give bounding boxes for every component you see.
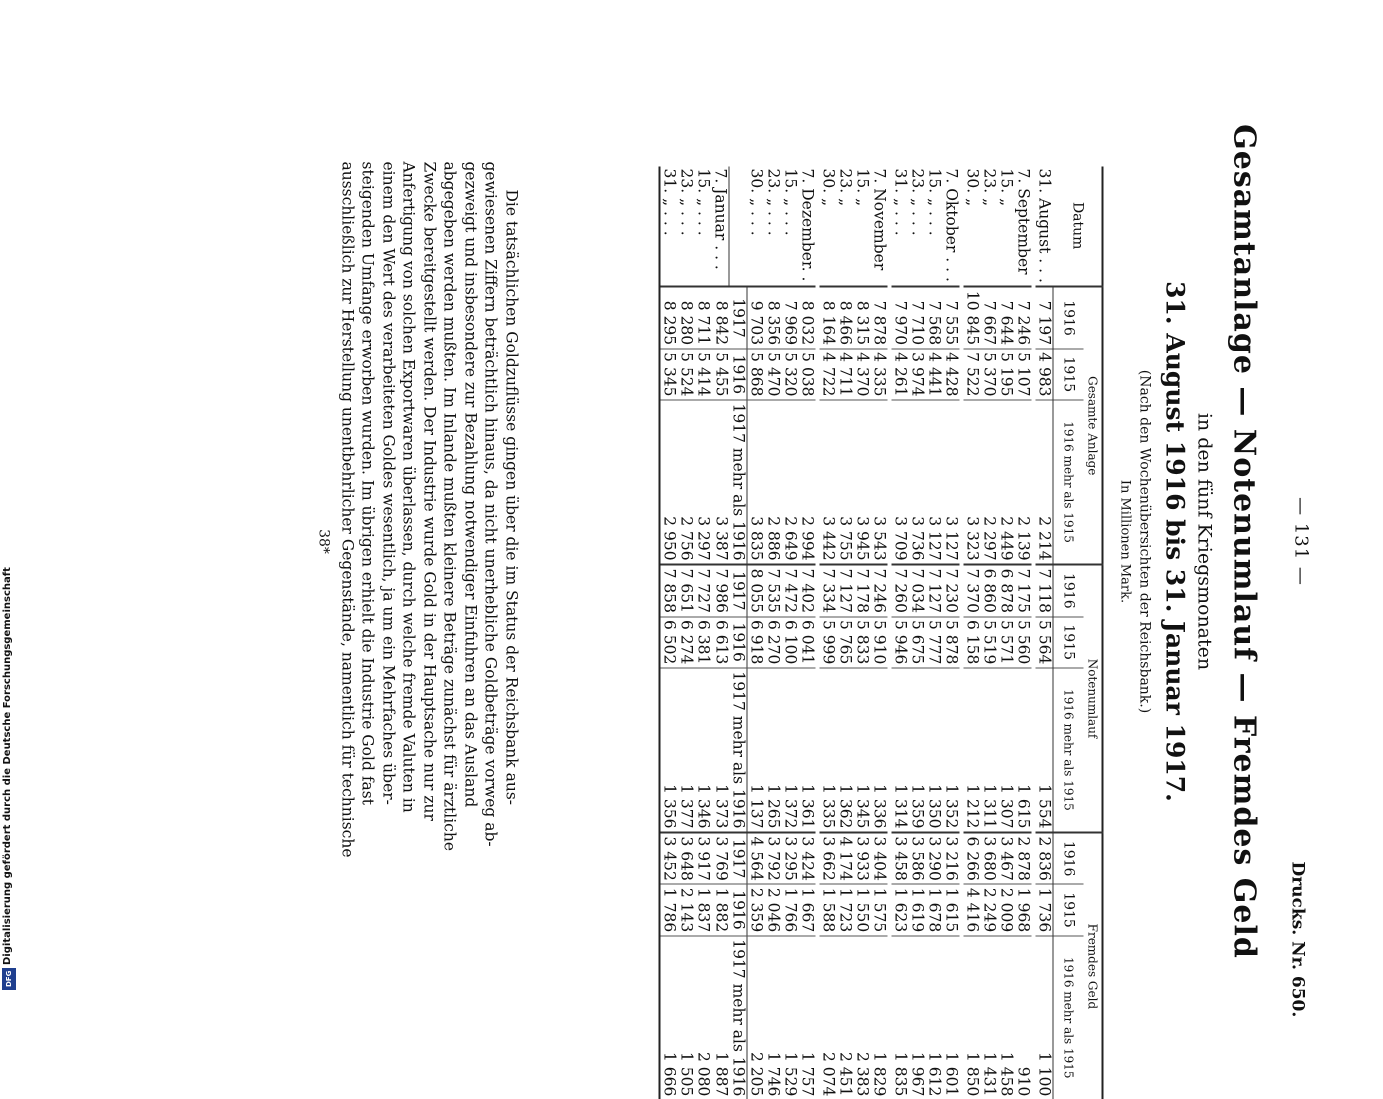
row-date: 31. „ . . .	[660, 167, 678, 287]
table-cell: 1 373	[712, 668, 730, 833]
table-subheader-1917	[730, 167, 748, 1099]
table-cell: 7 970	[892, 287, 909, 349]
table-cell: 8 842	[712, 287, 730, 349]
table-cell: 2 074	[820, 936, 837, 1099]
table-cell: 2 143	[678, 884, 695, 935]
table-cell: 3 404	[871, 832, 888, 884]
table-row	[981, 167, 998, 1099]
paragraph-line: Die tatsächlichen Goldzuflüsse gingen über die im Status der Reichsbank aus-	[501, 162, 522, 922]
table-cell: 5 564	[1036, 617, 1054, 668]
dfg-logo-icon: DFG	[2, 968, 16, 990]
table-cell: 7 667	[981, 287, 998, 349]
table-cell: 1 554	[1036, 668, 1054, 833]
table-cell: 5 571	[998, 617, 1015, 668]
table-row	[820, 167, 837, 1099]
table-cell: 8 295	[660, 287, 678, 349]
row-date: 23. „	[981, 167, 998, 287]
table-cell: 7 334	[820, 565, 837, 617]
table-row	[871, 167, 888, 1099]
table-cell: 5 560	[1015, 617, 1032, 668]
table-cell: 4 428	[943, 349, 960, 400]
table-cell: 5 470	[765, 349, 782, 400]
table-cell: 5 195	[998, 349, 1015, 400]
body-paragraph	[337, 162, 522, 922]
table-cell: 1 588	[820, 884, 837, 935]
table-cell: 1 352	[943, 668, 960, 833]
row-date: 23. „	[837, 167, 854, 287]
table-cell: 2 950	[660, 400, 678, 565]
table-row	[782, 167, 799, 1099]
table-cell: 6 613	[712, 617, 730, 668]
table-row	[747, 167, 765, 1099]
table-cell: 2 449	[998, 400, 1015, 565]
rotated-document-page	[0, 42, 1342, 1042]
table-cell: 7 127	[837, 565, 854, 617]
table-row	[837, 167, 854, 1099]
table-cell: 1 361	[799, 668, 816, 833]
table-cell: 1 736	[1036, 884, 1054, 935]
table-cell: 7 969	[782, 287, 799, 349]
source-note: (Nach den Wochenübersichten der Reichsbank.)	[1137, 42, 1153, 1042]
row-date: 15. „ . . .	[695, 167, 712, 287]
table-cell: 1 346	[695, 668, 712, 833]
table-cell: 1 356	[660, 668, 678, 833]
group-header-notenumlauf: Notenumlauf	[1084, 565, 1103, 833]
table-cell: 4 564	[747, 832, 765, 884]
table-cell: 1 667	[799, 884, 816, 935]
table-cell: 7 710	[909, 287, 926, 349]
table-cell: 2 886	[765, 400, 782, 565]
row-date: 30. „ . . .	[747, 167, 765, 287]
table-cell: 5 910	[871, 617, 888, 668]
table-cell: 1 137	[747, 668, 765, 833]
table-row	[678, 167, 695, 1099]
table-cell: 8 164	[820, 287, 837, 349]
table-cell: 3 680	[981, 832, 998, 884]
data-table	[659, 167, 1104, 1099]
table-cell: 1 311	[981, 668, 998, 833]
table-cell: 1 837	[695, 884, 712, 935]
row-date: 23. „ . . .	[909, 167, 926, 287]
table-cell: 4 370	[854, 349, 871, 400]
paragraph-line: Anfertigung von solchen Exportwaren überlassen, durch welche fremde Valuten in	[399, 162, 420, 922]
paragraph-line: gewiesenen Ziffern beträchtlich hinaus, da nicht unerhebliche Goldbeträge vorweg ab-	[481, 162, 502, 922]
table-cell: 3 442	[820, 400, 837, 565]
table-cell: 4 261	[892, 349, 909, 400]
table-cell: 7 178	[854, 565, 871, 617]
table-cell: 3 662	[820, 832, 837, 884]
table-cell: 8 315	[854, 287, 871, 349]
table-cell: 2 359	[747, 884, 765, 935]
table-cell: 1 882	[712, 884, 730, 935]
table-row	[1015, 167, 1032, 1099]
row-date: 31. August . . .	[1036, 167, 1054, 287]
table-row	[799, 167, 816, 1099]
year-header: 1915	[1053, 349, 1084, 400]
document-subtitle: in den fünf Kriegsmonaten	[1194, 42, 1216, 1042]
table-cell: 1 314	[892, 668, 909, 833]
table-cell: 1 550	[854, 884, 871, 935]
table-cell: 6 270	[765, 617, 782, 668]
table-cell: 1 757	[799, 936, 816, 1099]
paragraph-line: einem den Wert des verarbeiteten Goldes wesentlich, ja um ein Mehrfaches über-	[378, 162, 399, 922]
table-cell: 2 297	[981, 400, 998, 565]
table-cell: 3 323	[964, 400, 981, 565]
table-cell: 7 522	[964, 349, 981, 400]
column-header-datum: Datum	[1053, 167, 1103, 287]
table-cell: 2 994	[799, 400, 816, 565]
year-header: 1915	[1053, 617, 1084, 668]
table-cell: 7 878	[871, 287, 888, 349]
table-cell: 2 383	[854, 936, 871, 1099]
row-date: 30. „	[964, 167, 981, 287]
table-cell: 1 458	[998, 936, 1015, 1099]
table-cell: 9 703	[747, 287, 765, 349]
table-cell: 7 370	[964, 565, 981, 617]
table-cell: 2 214	[1036, 400, 1054, 565]
table-cell: 3 290	[926, 832, 943, 884]
year-header: 1916	[1053, 565, 1084, 617]
table-cell: 3 709	[892, 400, 909, 565]
table-cell: 2 451	[837, 936, 854, 1099]
table-cell: 3 387	[712, 400, 730, 565]
table-cell: 1 601	[943, 936, 960, 1099]
table-cell: 1 623	[892, 884, 909, 935]
paragraph-line: gezweigt und insbesondere zur Bezahlung notwendiger Einfuhren an das Ausland	[460, 162, 481, 922]
table-cell: 7 568	[926, 287, 943, 349]
table-cell: 5 455	[712, 349, 730, 400]
signature-mark: 38*	[316, 42, 332, 1042]
table-cell: 1 575	[871, 884, 888, 935]
table-cell: 7 246	[871, 565, 888, 617]
table-cell: 3 586	[909, 832, 926, 884]
table-cell: 5 345	[660, 349, 678, 400]
diff-header: 1917 mehr als 1916	[730, 936, 748, 1099]
table-cell: 1 212	[964, 668, 981, 833]
table-cell: 3 543	[871, 400, 888, 565]
table-cell: 1 377	[678, 668, 695, 833]
table-cell: 1 678	[926, 884, 943, 935]
table-cell: 1 431	[981, 936, 998, 1099]
table-cell: 3 216	[943, 832, 960, 884]
date-range: 31. August 1916 bis 31. Januar 1917.	[1161, 42, 1190, 1042]
table-cell: 6 266	[964, 832, 981, 884]
table-cell: 1 615	[1015, 668, 1032, 833]
table-cell: 3 648	[678, 832, 695, 884]
row-date: 7. November	[871, 167, 888, 287]
table-cell: 7 260	[892, 565, 909, 617]
table-cell: 8 356	[765, 287, 782, 349]
print-reference: Drucks. Nr. 650.	[1288, 862, 1308, 1018]
table-cell: 3 755	[837, 400, 854, 565]
table-cell: 4 174	[837, 832, 854, 884]
table-cell: 3 769	[712, 832, 730, 884]
row-date: 15. „ . . .	[782, 167, 799, 287]
group-header-gesamte-anlage: Gesamte Anlage	[1084, 287, 1103, 565]
row-date: 23. „ . . .	[678, 167, 695, 287]
table-cell: 1 336	[871, 668, 888, 833]
table-cell: 5 833	[854, 617, 871, 668]
table-cell: 3 127	[943, 400, 960, 565]
table-cell: 1 615	[943, 884, 960, 935]
table-row	[660, 167, 678, 1099]
paragraph-line: ausschließlich zur Herstellung unentbehrlicher Gegenstände, namentlich für technische	[337, 162, 358, 922]
table-row	[964, 167, 981, 1099]
table-cell: 5 524	[678, 349, 695, 400]
table-cell: 1 666	[660, 936, 678, 1099]
table-cell: 1 967	[909, 936, 926, 1099]
table-cell: 7 402	[799, 565, 816, 617]
table-cell: 3 945	[854, 400, 871, 565]
diff-header: 1916 mehr als 1915	[1053, 936, 1084, 1099]
table-cell: 1 345	[854, 668, 871, 833]
table-cell: 6 041	[799, 617, 816, 668]
table-row	[765, 167, 782, 1099]
year-header: 1916	[730, 617, 748, 668]
table-cell: 2 009	[998, 884, 1015, 935]
table-cell: 2 836	[1036, 832, 1054, 884]
table-cell: 7 230	[943, 565, 960, 617]
table-cell: 3 792	[765, 832, 782, 884]
table-cell: 10 845	[964, 287, 981, 349]
table-cell: 2 139	[1015, 400, 1032, 565]
table-cell: 3 835	[747, 400, 765, 565]
table-cell: 1 850	[964, 936, 981, 1099]
table-cell: 6 878	[998, 565, 1015, 617]
paragraph-line: steigenden Umfange erworben wurden. Im übrigen erhielt die Industrie Gold fast	[358, 162, 379, 922]
diff-header: 1917 mehr als 1916	[730, 668, 748, 833]
table-cell: 5 999	[820, 617, 837, 668]
table-cell: 1 619	[909, 884, 926, 935]
table-cell: 6 502	[660, 617, 678, 668]
table-cell: 3 297	[695, 400, 712, 565]
table-cell: 2 878	[1015, 832, 1032, 884]
table-cell: 3 458	[892, 832, 909, 884]
table-row	[854, 167, 871, 1099]
table-cell: 2 205	[747, 936, 765, 1099]
row-date: 31. „ . . .	[892, 167, 909, 287]
table-cell: 5 777	[926, 617, 943, 668]
table-cell: 7 118	[1036, 565, 1054, 617]
table-cell: 8 711	[695, 287, 712, 349]
table-cell: 2 756	[678, 400, 695, 565]
table-body-1917	[660, 167, 730, 1099]
table-cell: 7 858	[660, 565, 678, 617]
row-date: 7. Dezember. .	[799, 167, 816, 287]
table-cell: 1 372	[782, 668, 799, 833]
table-cell: 3 933	[854, 832, 871, 884]
table-cell: 8 055	[747, 565, 765, 617]
table-cell: 7 472	[782, 565, 799, 617]
document-title: Gesamtanlage — Notenumlauf — Fremdes Geld	[1227, 42, 1262, 1042]
table-cell: 6 100	[782, 617, 799, 668]
row-date: 15. „ . . .	[926, 167, 943, 287]
table-cell: 1 723	[837, 884, 854, 935]
year-header: 1916	[730, 884, 748, 935]
diff-header: 1917 mehr als 1916	[730, 400, 748, 565]
table-cell: 1 887	[712, 936, 730, 1099]
year-header: 1917	[730, 287, 748, 349]
table-cell: 6 918	[747, 617, 765, 668]
year-header: 1916	[1053, 287, 1084, 349]
table-cell: 5 878	[943, 617, 960, 668]
table-cell: 7 175	[1015, 565, 1032, 617]
table-cell: 1 362	[837, 668, 854, 833]
year-header: 1916	[1053, 832, 1084, 884]
table-cell: 4 711	[837, 349, 854, 400]
data-table-wrapper	[659, 167, 1104, 1099]
table-row	[943, 167, 960, 1099]
table-cell: 5 765	[837, 617, 854, 668]
table-cell: 1 746	[765, 936, 782, 1099]
table-cell: 4 983	[1036, 349, 1054, 400]
year-header: 1916	[730, 349, 748, 400]
table-cell: 2 649	[782, 400, 799, 565]
table-cell: 8 280	[678, 287, 695, 349]
table-cell: 2 249	[981, 884, 998, 935]
table-cell: 910	[1015, 936, 1032, 1099]
table-cell: 3 127	[926, 400, 943, 565]
table-cell: 7 727	[695, 565, 712, 617]
table-cell: 4 441	[926, 349, 943, 400]
table-cell: 5 946	[892, 617, 909, 668]
table-cell: 5 370	[981, 349, 998, 400]
table-cell: 8 466	[837, 287, 854, 349]
table-cell: 2 080	[695, 936, 712, 1099]
table-cell: 5 107	[1015, 349, 1032, 400]
paragraph-line: Zwecke bereitgestellt werden. Der Industrie wurde Gold in der Hauptsache nur zur	[419, 162, 440, 922]
table-cell: 4 722	[820, 349, 837, 400]
table-row	[909, 167, 926, 1099]
row-date: 30. „	[820, 167, 837, 287]
table-cell: 7 246	[1015, 287, 1032, 349]
page-number: — 131 —	[1291, 42, 1312, 1042]
table-cell: 1 968	[1015, 884, 1032, 935]
table-cell: 3 917	[695, 832, 712, 884]
row-date: 7. Januar . . .	[712, 167, 730, 287]
table-cell: 1 786	[660, 884, 678, 935]
table-cell: 8 032	[799, 287, 816, 349]
table-cell: 7 034	[909, 565, 926, 617]
row-date: 7. September	[1015, 167, 1032, 287]
table-cell: 3 452	[660, 832, 678, 884]
row-date: 15. „	[998, 167, 1015, 287]
table-row	[1036, 167, 1054, 1099]
table-cell: 1 829	[871, 936, 888, 1099]
table-row	[712, 167, 730, 1099]
table-cell: 1 835	[892, 936, 909, 1099]
table-cell: 1 265	[765, 668, 782, 833]
table-cell: 5 038	[799, 349, 816, 400]
table-cell: 4 416	[964, 884, 981, 935]
table-cell: 6 274	[678, 617, 695, 668]
table-cell: 1 612	[926, 936, 943, 1099]
table-cell: 4 335	[871, 349, 888, 400]
table-cell: 6 860	[981, 565, 998, 617]
table-cell: 3 424	[799, 832, 816, 884]
table-cell: 7 535	[765, 565, 782, 617]
table-cell: 1 529	[782, 936, 799, 1099]
table-cell: 5 868	[747, 349, 765, 400]
table-cell: 5 320	[782, 349, 799, 400]
table-cell: 5 519	[981, 617, 998, 668]
table-cell: 6 158	[964, 617, 981, 668]
table-cell: 2 046	[765, 884, 782, 935]
paragraph-line: abgegeben werden mußten. Im Inlande mußten kleinere Beträge zunächst für ärztliche	[440, 162, 461, 922]
table-row	[998, 167, 1015, 1099]
table-cell: 3 736	[909, 400, 926, 565]
table-cell: 7 555	[943, 287, 960, 349]
table-cell: 6 381	[695, 617, 712, 668]
digitization-credit-text: Digitalisierung gefördert durch die Deutsche Forschungsgemeinschaft	[2, 605, 16, 965]
diff-header: 1916 mehr als 1915	[1053, 400, 1084, 565]
table-row	[892, 167, 909, 1099]
table-cell: 3 295	[782, 832, 799, 884]
table-cell: 7 197	[1036, 287, 1054, 349]
table-cell: 5 675	[909, 617, 926, 668]
row-date: 23. „ . . .	[765, 167, 782, 287]
year-header: 1917	[730, 565, 748, 617]
table-cell: 3 974	[909, 349, 926, 400]
table-cell: 1 350	[926, 668, 943, 833]
table-cell: 3 467	[998, 832, 1015, 884]
unit-note: In Millionen Mark.	[1118, 42, 1133, 1042]
digitization-credit	[2, 605, 16, 990]
table-cell: 1 359	[909, 668, 926, 833]
table-cell: 1 307	[998, 668, 1015, 833]
table-body-1916	[747, 167, 1053, 1099]
diff-header: 1916 mehr als 1915	[1053, 668, 1084, 833]
table-cell: 7 644	[998, 287, 1015, 349]
year-header: 1917	[730, 832, 748, 884]
table-cell: 1 766	[782, 884, 799, 935]
table-cell: 7 127	[926, 565, 943, 617]
table-row	[926, 167, 943, 1099]
table-cell: 1 505	[678, 936, 695, 1099]
year-header: 1915	[1053, 884, 1084, 935]
row-date: 15. „	[854, 167, 871, 287]
group-header-fremdes-geld: Fremdes Geld	[1084, 832, 1103, 1099]
table-cell: 5 414	[695, 349, 712, 400]
table-cell: 1 335	[820, 668, 837, 833]
table-cell: 7 986	[712, 565, 730, 617]
table-row	[695, 167, 712, 1099]
row-date: 7. Oktober . . .	[943, 167, 960, 287]
table-cell: 7 651	[678, 565, 695, 617]
table-cell: 1 100	[1036, 936, 1054, 1099]
